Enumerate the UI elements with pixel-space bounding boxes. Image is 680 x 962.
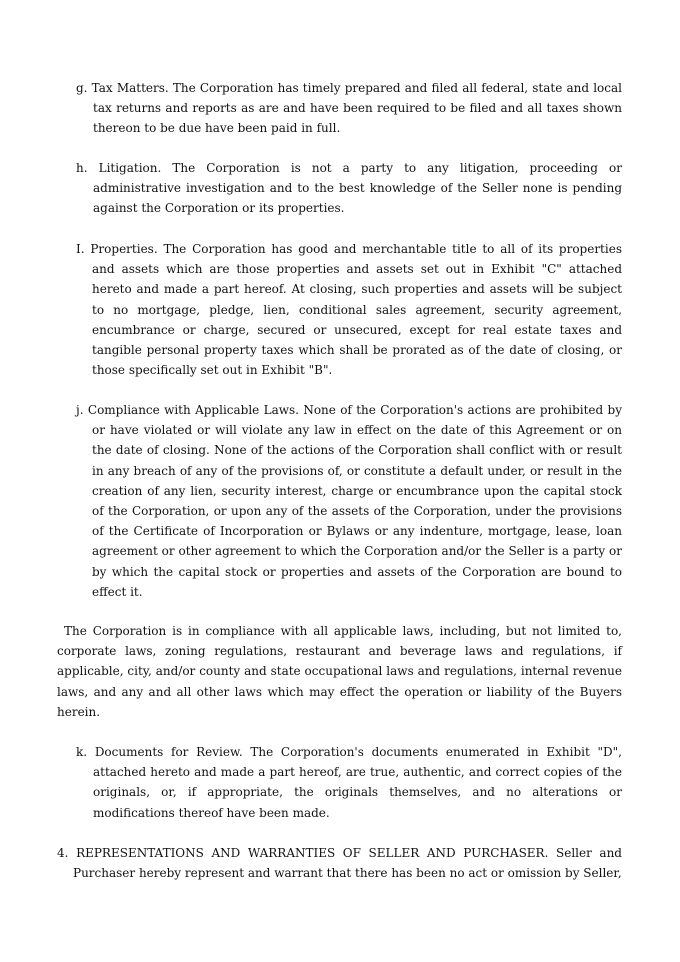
paragraph-text: Tax Matters. The Corporation has timely prepared and filed all federal, state and local tax returns and reports as are and have been required to be filed and all taxes shown thereon to be due have been paid in full. [91, 81, 622, 136]
paragraph-i-properties [76, 239, 622, 380]
paragraph-k-documents [76, 742, 622, 823]
paragraph-text: REPRESENTATIONS AND WARRANTIES OF SELLER AND PURCHASER. Seller and Purchaser hereby represent and warrant that there has been no act or omission by Seller, [73, 846, 622, 881]
paragraph-applicable-laws [57, 621, 622, 722]
paragraph-label: k. [76, 745, 88, 759]
paragraph-h-litigation [76, 158, 622, 219]
paragraph-label: j. [76, 403, 84, 417]
section-4-representations [57, 843, 622, 883]
paragraph-g-tax-matters [76, 78, 622, 139]
paragraph-label: g. [76, 81, 88, 95]
paragraph-text: The Corporation is in compliance with all applicable laws, including, but not limited to, corporate laws, zoning regulations, restaurant and beverage laws and regulations, if applicable, city, and/or county and state occupational laws and regulations, internal revenue laws, and any and all other laws which may effect the operation or liability of the Buyers herein. [57, 624, 622, 719]
section-number: 4. [57, 846, 69, 860]
paragraph-text: Compliance with Applicable Laws. None of the Corporation's actions are prohibited by or have violated or will violate any law in effect on the date of this Agreement or on the date of closing. None of the actions of the Corporation shall conflict with or result in any breach of any of the provisions of, or constitute a default under, or result in the creation of any lien, security interest, charge or encumbrance upon the capital stock of the Corporation, or upon any of the assets of the Corporation, under the provisions of the Certificate of Incorporation or Bylaws or any indenture, mortgage, lease, loan agreement or other agreement to which the Corporation and/or the Seller is a party or by which the capital stock or properties and assets of the Corporation are bound to effect it. [87, 403, 622, 599]
paragraph-text: Properties. The Corporation has good and merchantable title to all of its properties and assets which are those properties and assets set out in Exhibit "C" attached hereto and made a part hereof. At closing, such properties and assets will be subject to no mortgage, pledge, lien, conditional sales agreement, security agreement, encumbrance or charge, secured or unsecured, except for real estate taxes and tangible personal property taxes which shall be prorated as of the date of closing, or those specifically set out in Exhibit "B". [90, 242, 622, 378]
paragraph-j-compliance [76, 400, 622, 602]
paragraph-text: Documents for Review. The Corporation's documents enumerated in Exhibit "D", attached hereto and made a part hereof, are true, authentic, and correct copies of the originals, or, if appropriate, the originals themselves, and no alterations or modifications thereof have been made. [93, 745, 622, 820]
paragraph-label: h. [76, 161, 88, 175]
paragraph-text: Litigation. The Corporation is not a party to any litigation, proceeding or administrative investigation and to the best knowledge of the Seller none is pending against the Corporation or its properties. [93, 161, 622, 216]
paragraph-label: I. [76, 242, 85, 256]
